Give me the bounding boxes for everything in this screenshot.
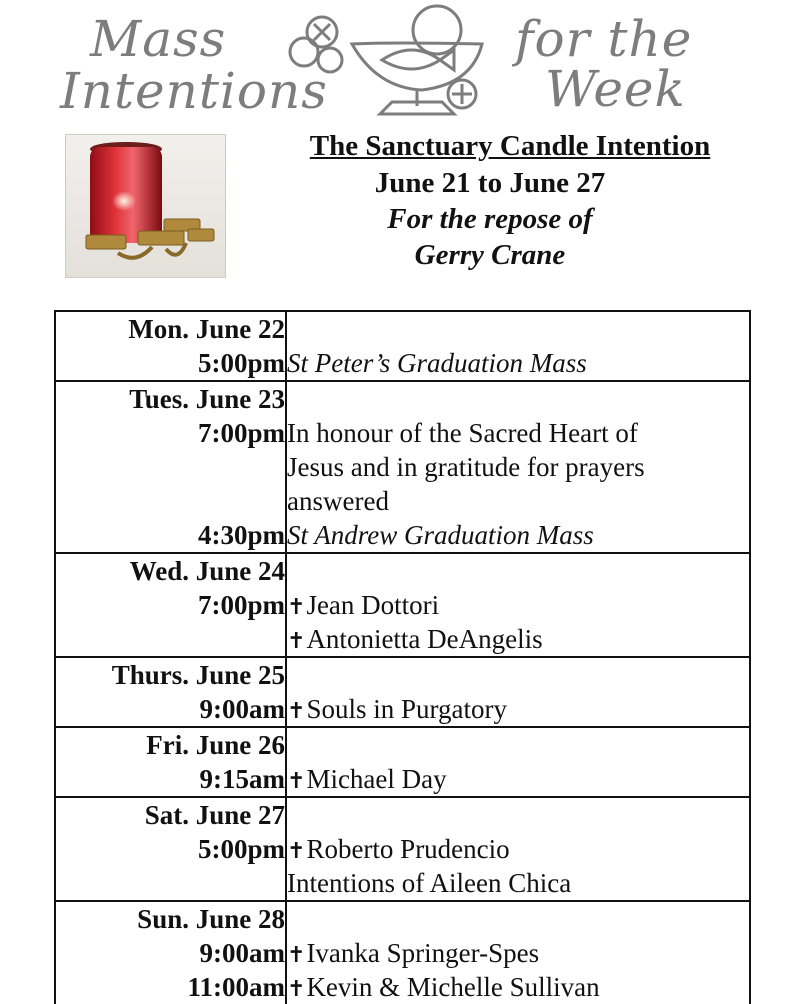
intention-text-line bbox=[287, 832, 749, 866]
spacer bbox=[287, 728, 749, 762]
day-time-cell bbox=[55, 727, 286, 797]
day-label: Sun. June 28 bbox=[137, 904, 285, 934]
schedule-row bbox=[55, 727, 750, 797]
cross-icon: ✝ bbox=[287, 698, 306, 723]
intention-text: St Andrew Graduation Mass bbox=[287, 520, 594, 550]
intention-text: Jesus and in gratitude for prayers bbox=[287, 452, 645, 482]
day-time-cell bbox=[55, 553, 286, 657]
cross-icon: ✝ bbox=[287, 594, 306, 619]
day-time-cell bbox=[55, 657, 286, 727]
intention-text: Intentions of Aileen Chica bbox=[287, 868, 572, 898]
mass-schedule-table bbox=[54, 310, 751, 1004]
intention-text: Jean Dottori bbox=[306, 590, 440, 620]
spacer bbox=[287, 798, 749, 832]
chalice-fish-emblem-icon bbox=[282, 2, 502, 118]
sanctuary-honoree-name: Gerry Crane bbox=[414, 239, 566, 271]
intention-cell bbox=[286, 657, 750, 727]
spacer bbox=[287, 554, 749, 588]
day-time-cell bbox=[55, 381, 286, 553]
intention-text: St Peter’s Graduation Mass bbox=[287, 348, 587, 378]
candle-icon bbox=[66, 135, 226, 278]
day-label: Fri. June 26 bbox=[146, 730, 285, 760]
day-time-cell bbox=[55, 901, 286, 1004]
logo-word-intentions: Intentions bbox=[60, 62, 328, 120]
day-label: Thurs. June 25 bbox=[111, 660, 285, 690]
logo-word-mass: Mass bbox=[90, 10, 227, 68]
intention-text-line bbox=[287, 518, 749, 552]
intention-text-line bbox=[287, 588, 749, 622]
spacer bbox=[56, 866, 285, 900]
intention-text: Ivanka Springer-Spes bbox=[306, 938, 540, 968]
intention-text-line bbox=[287, 970, 749, 1004]
mass-time: 9:00am bbox=[199, 938, 285, 968]
mass-time: 5:00pm bbox=[198, 348, 285, 378]
schedule-row bbox=[55, 657, 750, 727]
intention-text: Kevin & Michelle Sullivan bbox=[306, 972, 600, 1002]
cross-icon: ✝ bbox=[287, 942, 306, 967]
intention-cell bbox=[286, 901, 750, 1004]
schedule-row bbox=[55, 553, 750, 657]
intention-text-line bbox=[287, 450, 749, 484]
spacer bbox=[287, 312, 749, 346]
intention-text: Roberto Prudencio bbox=[306, 834, 510, 864]
mass-time: 4:30pm bbox=[198, 520, 285, 550]
spacer bbox=[287, 658, 749, 692]
schedule-row bbox=[55, 901, 750, 1004]
spacer bbox=[56, 450, 285, 484]
intention-cell bbox=[286, 727, 750, 797]
intention-text: Michael Day bbox=[306, 764, 447, 794]
sanctuary-dates: June 21 to June 27 bbox=[374, 167, 606, 199]
schedule-row bbox=[55, 797, 750, 901]
day-time-cell bbox=[55, 797, 286, 901]
sanctuary-candle-photo bbox=[65, 134, 226, 278]
day-label: Sat. June 27 bbox=[144, 800, 285, 830]
cross-icon: ✝ bbox=[287, 628, 306, 653]
spacer bbox=[56, 484, 285, 518]
intention-text: answered bbox=[287, 486, 389, 516]
intention-text-line bbox=[287, 762, 749, 796]
intention-text-line bbox=[287, 692, 749, 726]
mass-time: 11:00am bbox=[187, 972, 285, 1002]
day-time-cell bbox=[55, 311, 286, 381]
mass-time: 5:00pm bbox=[198, 834, 285, 864]
logo-word-week: Week bbox=[545, 60, 686, 118]
spacer bbox=[287, 902, 749, 936]
intention-text-line bbox=[287, 484, 749, 518]
mass-time: 7:00pm bbox=[198, 590, 285, 620]
intention-text-line bbox=[287, 416, 749, 450]
intention-cell bbox=[286, 311, 750, 381]
intention-text-line bbox=[287, 346, 749, 380]
day-label: Wed. June 24 bbox=[129, 556, 285, 586]
schedule-row bbox=[55, 311, 750, 381]
intention-cell bbox=[286, 553, 750, 657]
spacer bbox=[56, 622, 285, 656]
mass-time: 9:00am bbox=[199, 694, 285, 724]
intention-text-line bbox=[287, 936, 749, 970]
sanctuary-repose-line: For the repose of bbox=[387, 203, 593, 235]
sanctuary-title: The Sanctuary Candle Intention bbox=[309, 130, 711, 162]
schedule-body bbox=[55, 311, 750, 1004]
logo-word-for-the: for the bbox=[515, 10, 693, 68]
schedule-row bbox=[55, 381, 750, 553]
cross-icon: ✝ bbox=[287, 768, 306, 793]
intention-text-line bbox=[287, 866, 749, 900]
intention-text: Antonietta DeAngelis bbox=[306, 624, 543, 654]
intention-cell bbox=[286, 797, 750, 901]
intention-cell bbox=[286, 381, 750, 553]
intention-text: In honour of the Sacred Heart of bbox=[287, 418, 638, 448]
intention-text-line bbox=[287, 622, 749, 656]
mass-time: 9:15am bbox=[199, 764, 285, 794]
intention-text: Souls in Purgatory bbox=[306, 694, 507, 724]
cross-icon: ✝ bbox=[287, 976, 306, 1001]
day-label: Mon. June 22 bbox=[128, 314, 285, 344]
mass-time: 7:00pm bbox=[198, 418, 285, 448]
cross-icon: ✝ bbox=[287, 838, 306, 863]
spacer bbox=[287, 382, 749, 416]
day-label: Tues. June 23 bbox=[129, 384, 285, 414]
